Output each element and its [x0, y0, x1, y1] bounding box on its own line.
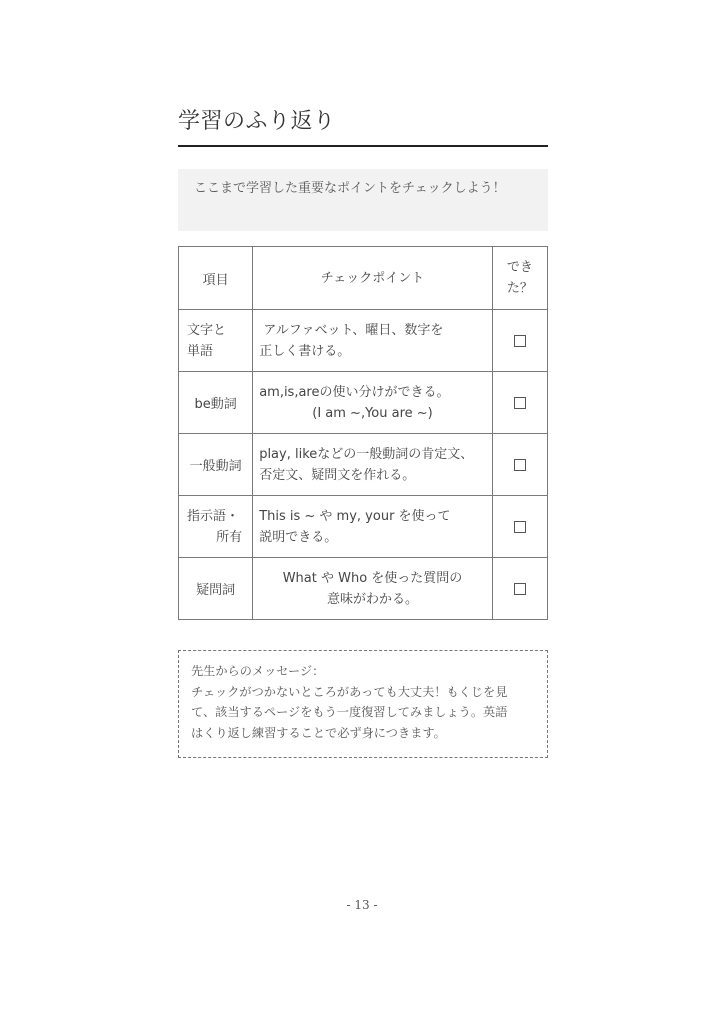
row-point-line1: This is ~ や my, your を使って	[259, 508, 451, 524]
row-done-cell	[492, 372, 547, 434]
row-checkpoint	[253, 558, 493, 620]
checkbox-icon[interactable]	[514, 583, 526, 595]
row-done-cell	[492, 558, 547, 620]
row-point-line1: What や Who を使った質問の	[282, 570, 463, 586]
table-row	[179, 434, 548, 496]
header-done-line2: た？	[506, 281, 533, 296]
row-point-line1: play, likeなどの一般動詞の肯定文、	[259, 446, 474, 462]
row-point-line2: 意味がわかる。	[327, 591, 419, 607]
row-item-line2: 単語	[187, 343, 214, 359]
row-point-line2: 正しく書ける。	[259, 343, 351, 359]
row-item: be動詞	[179, 372, 253, 434]
row-checkpoint	[253, 310, 493, 372]
row-done-cell	[492, 496, 547, 558]
page-title: 学習のふり返り	[178, 109, 336, 134]
page-number: - 13 -	[346, 898, 378, 912]
message-heading: 先生からのメッセージ：	[191, 664, 325, 678]
header-done	[492, 247, 547, 310]
row-point-line2: 否定文、疑問文を作れる。	[259, 467, 416, 483]
checkbox-icon[interactable]	[514, 397, 526, 409]
checklist-table	[178, 246, 548, 620]
table-row	[179, 310, 548, 372]
row-point-line2: 説明できる。	[259, 529, 338, 545]
table-row	[179, 496, 548, 558]
row-checkpoint	[253, 372, 493, 434]
row-checkpoint	[253, 434, 493, 496]
table-row	[179, 372, 548, 434]
row-item: 一般動詞	[179, 434, 253, 496]
title-divider	[178, 145, 548, 147]
row-point-line2: (I am ~,You are ~)	[312, 405, 433, 421]
checkbox-icon[interactable]	[514, 459, 526, 471]
row-done-cell	[492, 434, 547, 496]
row-item-line1: 指示語・	[187, 508, 240, 524]
table-header-row	[179, 247, 548, 310]
row-done-cell	[492, 310, 547, 372]
teacher-message-box	[178, 650, 548, 758]
table-row	[179, 558, 548, 620]
row-checkpoint	[253, 496, 493, 558]
intro-box: ここまで学習した重要なポイントをチェックしよう！	[178, 169, 548, 231]
row-point-line1: アルファベット、曜日、数字を	[263, 322, 444, 338]
row-item: 疑問詞	[179, 558, 253, 620]
message-body-line3: はくり返し練習することで必ず身につきます。	[191, 725, 446, 740]
row-item-line2: 所有	[216, 529, 243, 545]
checkbox-icon[interactable]	[514, 335, 526, 347]
checkbox-icon[interactable]	[514, 521, 526, 533]
header-done-line1: でき	[506, 260, 533, 275]
message-body-line2: て、該当するページをもう一度復習してみましょう。英語	[191, 705, 508, 719]
header-checkpoint: チェックポイント	[253, 247, 493, 310]
message-body-line1: チェックがつかないところがあっても大丈夫！もくじを見	[191, 684, 508, 699]
header-item: 項目	[179, 247, 253, 310]
row-item-line1: 文字と	[187, 322, 227, 338]
row-item	[179, 496, 253, 558]
row-item	[179, 310, 253, 372]
row-point-line1: am,is,areの使い分けができる。	[259, 384, 450, 400]
